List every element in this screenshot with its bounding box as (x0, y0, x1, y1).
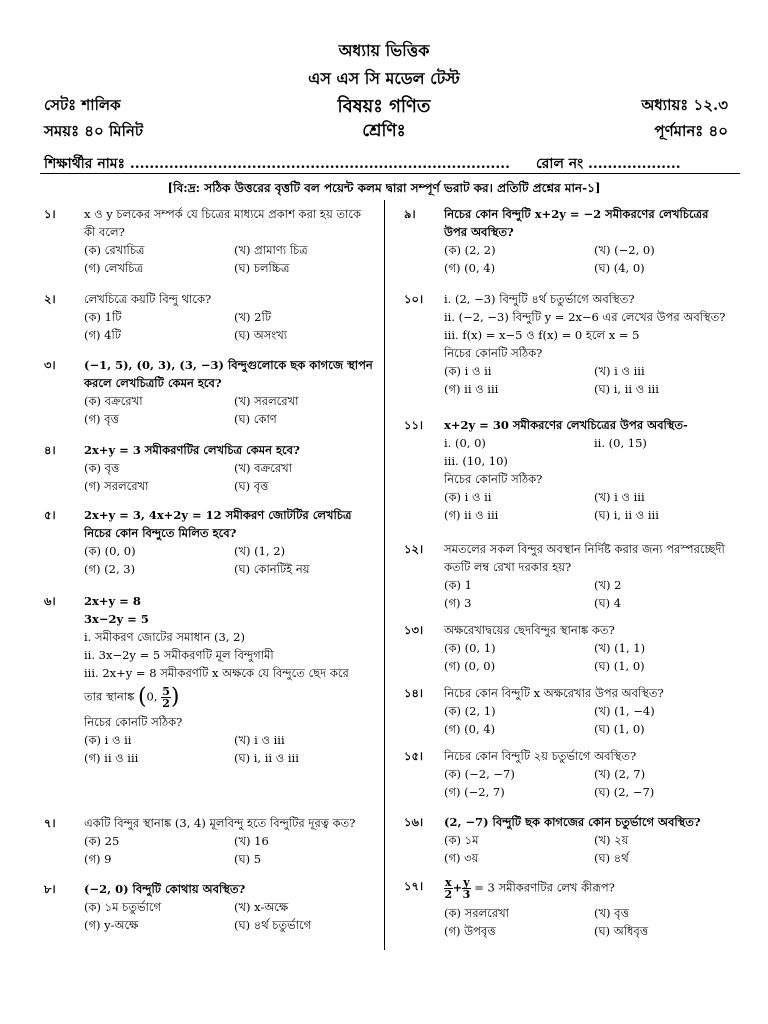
statement-iii: iii. (10, 10) (444, 454, 508, 468)
option-ga[interactable]: (গ) 4টি (84, 328, 122, 342)
option-gha[interactable]: (ঘ) ৪র্থ (594, 851, 629, 865)
option-ka[interactable]: (ক) (0, 0) (84, 544, 136, 558)
chapter-label: অধ্যায়ঃ ১২.৩ (641, 96, 728, 114)
option-ka[interactable]: (ক) ১ম (444, 833, 479, 847)
option-ka[interactable]: (ক) i ও ii (84, 733, 132, 747)
option-kha[interactable]: (খ) বৃত্ত (594, 906, 629, 920)
question-13 (404, 621, 734, 675)
question-number: ৪। (44, 443, 56, 457)
question-ask: নিচের কোনটি সঠিক? (84, 715, 183, 729)
option-ga[interactable]: (গ) বৃত্ত (84, 412, 119, 426)
option-gha[interactable]: (ঘ) অসংখ্য (234, 328, 288, 342)
class-label: শ্রেণিঃ (362, 121, 406, 141)
question-text (444, 877, 734, 900)
option-gha[interactable]: (ঘ) ৪র্থ চতুর্ভাগে (234, 918, 312, 932)
option-ka[interactable]: (ক) বৃত্ত (84, 461, 120, 475)
option-ka[interactable]: (ক) (−2, −7) (444, 767, 515, 781)
question-ask: নিচের কোনটি সঠিক? (444, 346, 543, 360)
question-number: ১১। (404, 418, 424, 432)
fraction-numerator: x (445, 876, 452, 889)
question-text: নিচের কোন বিন্দুটি ২য় চতুর্ভাগে অবস্থিত? (444, 749, 637, 763)
option-ka[interactable]: (ক) বক্ররেখা (84, 394, 143, 408)
option-kha[interactable]: (খ) i ও iii (594, 364, 645, 378)
question-number: ১৭। (404, 879, 424, 893)
question-number: ১০। (404, 292, 424, 306)
question-number: ১২। (404, 542, 424, 556)
exam-heading: অধ্যায় ভিত্তিক (338, 41, 430, 60)
question-text: একটি বিন্দুর স্থানাঙ্ক (3, 4) মূলবিন্দু হতে বিন্দুটির দূরত্ব কত? (84, 816, 356, 830)
exam-subheading: এস এস সি মডেল টেস্ট (308, 69, 460, 88)
instruction-note: [বি:দ্র: সঠিক উত্তরের বৃত্তটি বল পয়েন্ট কলম দ্বারা সম্পূর্ণ ভরাট কর। প্রতিটি প্রশ্নের মান-১] (167, 181, 601, 195)
question-number: ২। (44, 292, 56, 306)
question-5 (44, 506, 374, 578)
fraction-numerator: y (463, 876, 470, 889)
option-gha[interactable]: (ঘ) 4 (594, 596, 622, 610)
option-ga[interactable]: (গ) ৩য় (444, 851, 479, 865)
option-kha[interactable]: (খ) 2টি (234, 310, 272, 324)
option-kha[interactable]: (খ) সরলরেখা (234, 394, 299, 408)
fraction (161, 686, 171, 709)
option-gha[interactable]: (ঘ) বৃত্ত (234, 479, 269, 493)
option-ga[interactable]: (গ) (0, 4) (444, 722, 496, 736)
question-8 (44, 880, 374, 934)
question-number: ১। (44, 207, 56, 221)
option-kha[interactable]: (খ) প্রামাণ্য চিত্র (234, 243, 308, 257)
statement-iii: iii. 2x+y = 8 সমীকরণটি x অক্ষকে যে বিন্দুতে ছেদ করে (84, 666, 349, 680)
question-6 (44, 592, 374, 767)
question-7 (44, 814, 374, 868)
option-gha[interactable]: (ঘ) চলচ্চিত্র (234, 261, 290, 275)
question-2 (44, 290, 374, 344)
option-ga[interactable]: (গ) ii ও iii (444, 508, 499, 522)
question-12 (404, 540, 734, 612)
set-label: সেটঃ শালিক (44, 96, 121, 114)
question-11 (404, 416, 734, 524)
option-ka[interactable]: (ক) (2, 2) (444, 243, 496, 257)
option-ga[interactable]: (গ) (0, 4) (444, 261, 496, 275)
option-kha[interactable]: (খ) i ও iii (234, 733, 285, 747)
option-gha[interactable]: (ঘ) (4, 0) (594, 261, 645, 275)
question-text: (−2, 0) বিন্দুটি কোথায় অবস্থিত? (84, 882, 246, 896)
fraction-denominator: 2 (444, 888, 453, 901)
option-gha[interactable]: (ঘ) (1, 0) (594, 659, 645, 673)
option-ga[interactable]: (গ) 3 (444, 596, 472, 610)
question-number: ১৫। (404, 749, 424, 763)
fraction-x (444, 877, 453, 900)
question-16 (404, 813, 734, 867)
option-kha[interactable]: (খ) (1, −4) (594, 704, 655, 718)
question-text: x+2y = 30 সমীকরণের লেখচিত্রের উপর অবস্থিত- (444, 418, 688, 432)
option-ga[interactable]: (গ) ii ও iii (84, 751, 139, 765)
question-text: 2x+y = 3 সমীকরণটির লেখচিত্র কেমন হবে? (84, 443, 300, 457)
plus-sign: + (452, 880, 463, 895)
column-divider (384, 200, 385, 950)
option-kha[interactable]: (খ) (2, 7) (594, 767, 646, 781)
fraction-denominator: 3 (462, 888, 471, 901)
option-kha[interactable]: (খ) (1, 2) (234, 544, 286, 558)
question-text: নিচের কোন বিন্দুটি x অক্ষরেখার উপর অবস্থিত? (444, 686, 664, 700)
question-text: নিচের কোন বিন্দুটি x+2y = −2 সমীকরণের লেখচিত্রের উপর অবস্থিত? (444, 207, 709, 239)
question-text: সমতলের সকল বিন্দুর অবস্থান নির্দিষ্ট করার জন্য পরস্পরচ্ছেদী কতটি লম্ব রেখা দরকার হয়? (444, 542, 725, 574)
question-number: ৭। (44, 816, 56, 830)
statement-i: i. সমীকরণ জোটের সমাধান (3, 2) (84, 630, 245, 644)
question-number: ১৪। (404, 686, 424, 700)
question-number: ৬। (44, 594, 56, 608)
option-ka[interactable]: (ক) সরলরেখা (444, 906, 509, 920)
question-number: ১৩। (404, 623, 424, 637)
roll-number-field[interactable]: রোল নং ................... (536, 156, 681, 172)
option-gha[interactable]: (ঘ) (1, 0) (594, 722, 645, 736)
close-paren-icon: ) (170, 684, 180, 710)
question-15 (404, 747, 734, 801)
option-ka[interactable]: (ক) 1 (444, 578, 472, 592)
statement-iii-cont (84, 686, 374, 709)
question-tail: = 3 সমীকরণটির লেখ কীরূপ? (474, 880, 615, 895)
option-kha[interactable]: (খ) (1, 1) (594, 641, 646, 655)
option-kha[interactable]: (খ) (−2, 0) (594, 243, 655, 257)
open-paren-icon: ( (137, 684, 147, 710)
option-ka[interactable]: (ক) i ও ii (444, 490, 492, 504)
option-ka[interactable]: (ক) রেখাচিত্র (84, 243, 145, 257)
question-3 (44, 356, 374, 428)
fraction-denominator: 2 (162, 697, 170, 710)
option-ka[interactable]: (ক) (2, 1) (444, 704, 496, 718)
question-number: ৩। (44, 358, 56, 372)
question-text: x ও y চলকের সম্পর্ক যে চিত্রের মাধ্যমে প্রকাশ করা হয় তাকে কী বলে? (84, 207, 362, 239)
question-number: ১৬। (404, 815, 424, 829)
statement-ii: ii. (−2, −3) বিন্দুটি y = 2x−6 এর লেখের উপর অবস্থিত? (444, 310, 726, 324)
option-gha[interactable]: (ঘ) কোণ (234, 412, 277, 426)
question-number: ৫। (44, 508, 56, 522)
option-ga[interactable]: (গ) লেখচিত্র (84, 261, 143, 275)
option-gha[interactable]: (ঘ) অধিবৃত্ত (594, 924, 649, 938)
option-gha[interactable]: (ঘ) i, ii ও iii (594, 382, 659, 396)
option-ga[interactable]: (গ) (0, 0) (444, 659, 496, 673)
option-ga[interactable]: (গ) সরলরেখা (84, 479, 149, 493)
question-text: (2, −7) বিন্দুটি ছক কাগজের কোন চতুর্ভাগে অবস্থিত? (444, 815, 701, 829)
option-ka[interactable]: (ক) i ও ii (444, 364, 492, 378)
student-name-field[interactable]: শিক্ষার্থীর নামঃ .............................................................................. (44, 156, 511, 172)
statement-iii: iii. f(x) = x−5 ও f(x) = 0 হলে x = 5 (444, 328, 640, 342)
option-ga[interactable]: (গ) ii ও iii (444, 382, 499, 396)
question-10 (404, 290, 734, 398)
option-ga[interactable]: (গ) (2, 3) (84, 562, 136, 576)
question-1 (44, 205, 374, 277)
option-kha[interactable]: (খ) 2 (594, 578, 622, 592)
statement-i: i. (2, −3) বিন্দুটি ৪র্থ চতুর্ভাগে অবস্থিত? (444, 292, 635, 306)
option-kha[interactable]: (খ) 16 (234, 834, 269, 848)
equation-2: 3x−2y = 5 (84, 612, 149, 626)
option-kha[interactable]: (খ) i ও iii (594, 490, 645, 504)
question-ask: নিচের কোনটি সঠিক? (444, 472, 543, 486)
option-gha[interactable]: (ঘ) (2, −7) (594, 785, 655, 799)
statement-ii: ii. 3x−2y = 5 সমীকরণটি মূল বিন্দুগামী (84, 648, 274, 662)
question-text: অক্ষরেখাদ্বয়ের ছেদবিন্দুর স্থানাঙ্ক কত? (444, 623, 615, 637)
question-number: ৮। (44, 882, 56, 896)
coordinate-x: 0, (146, 689, 158, 704)
time-label: সময়ঃ ৪০ মিনিট (44, 122, 144, 140)
question-9 (404, 205, 734, 277)
option-ka[interactable]: (ক) 25 (84, 834, 120, 848)
question-text: লেখচিত্রে কয়টি বিন্দু থাকে? (84, 292, 212, 306)
option-ka[interactable]: (ক) ১ম চতুর্ভাগে (84, 900, 162, 914)
option-ka[interactable]: (ক) (0, 1) (444, 641, 496, 655)
statement-iii-tail: তার স্থানাঙ্ক (84, 689, 135, 704)
fraction-numerator: 5 (162, 685, 170, 698)
option-gha[interactable]: (ঘ) কোনটিই নয় (234, 562, 310, 576)
fraction-y (462, 877, 470, 900)
option-gha[interactable]: (ঘ) i, ii ও iii (594, 508, 659, 522)
option-kha[interactable]: (খ) ২য় (594, 833, 629, 847)
equation-1: 2x+y = 8 (84, 594, 141, 608)
full-marks-label: পূর্ণমানঃ ৪০ (654, 122, 728, 140)
question-4 (44, 441, 374, 495)
option-ga[interactable]: (গ) y-অক্ষে (84, 918, 139, 932)
option-ga[interactable]: (গ) উপবৃত্ত (444, 924, 496, 938)
question-text: (−1, 5), (0, 3), (3, −3) বিন্দুগুলোকে ছক কাগজে স্থাপন করলে লেখচিত্রটি কেমন হবে? (84, 358, 373, 390)
statement-ii: ii. (0, 15) (594, 436, 647, 450)
question-text: 2x+y = 3, 4x+2y = 12 সমীকরণ জোটটির লেখচিত্র নিচের কোন বিন্দুতে মিলিত হবে? (84, 508, 352, 540)
option-kha[interactable]: (খ) x-অক্ষে (234, 900, 289, 914)
option-kha[interactable]: (খ) বক্ররেখা (234, 461, 293, 475)
option-gha[interactable]: (ঘ) i, ii ও iii (234, 751, 299, 765)
question-17 (404, 877, 734, 940)
subject-label: বিষয়ঃ গণিত (337, 96, 431, 117)
question-14 (404, 684, 734, 738)
option-ka[interactable]: (ক) 1টি (84, 310, 122, 324)
question-number: ৯। (404, 207, 416, 221)
option-ga[interactable]: (গ) (−2, 7) (444, 785, 505, 799)
option-ga[interactable]: (গ) 9 (84, 852, 112, 866)
option-gha[interactable]: (ঘ) 5 (234, 852, 262, 866)
statement-i: i. (0, 0) (444, 436, 486, 450)
